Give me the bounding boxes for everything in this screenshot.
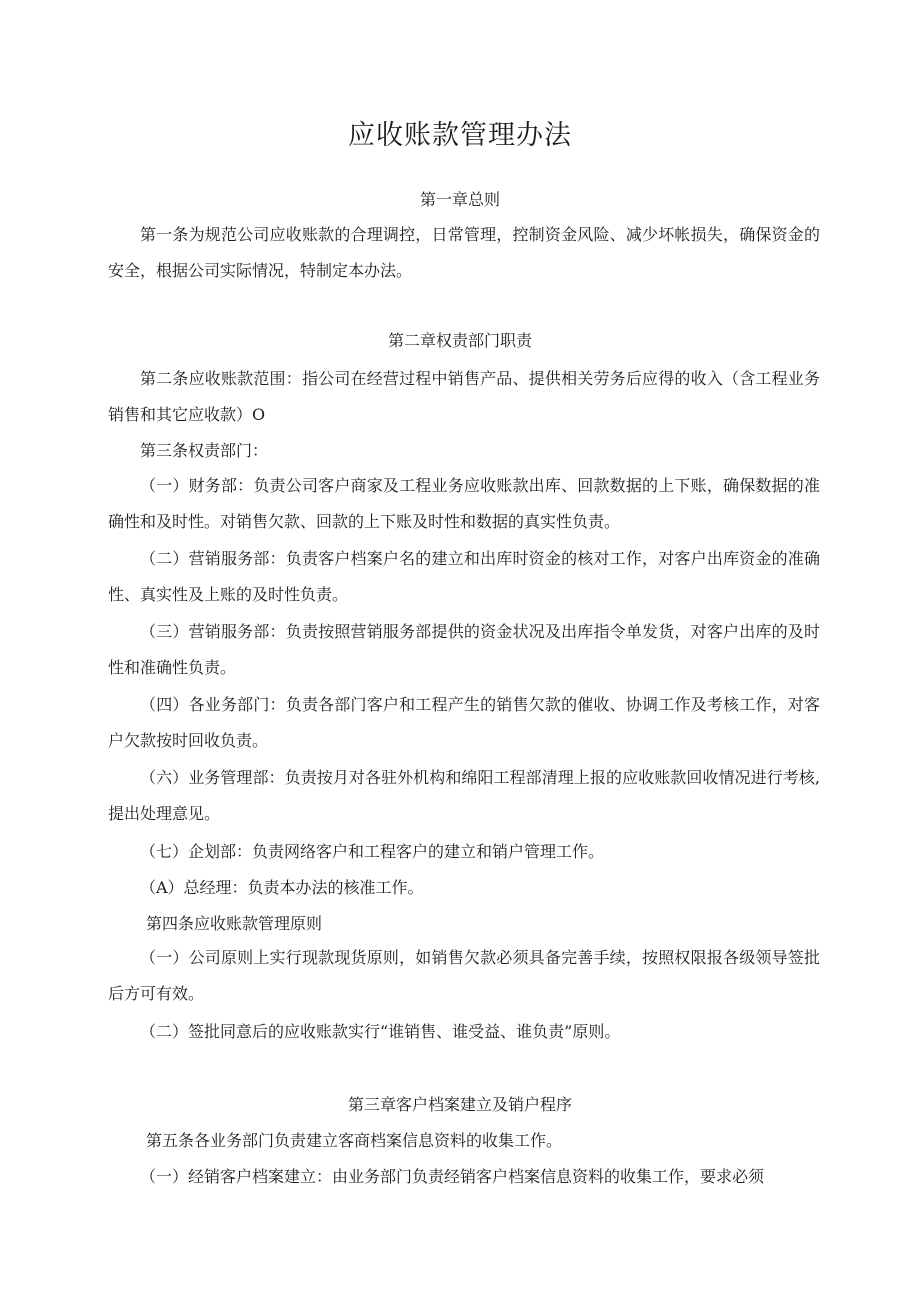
- article-3-item-1: （一）财务部：负责公司客户商家及工程业务应收账款出库、回款数据的上下账，确保数据的准确性和及时性。对销售欠款、回款的上下账及时性和数据的真实性负责。: [108, 476, 820, 531]
- article-4-principle-1: （一）公司原则上实行现款现货原则，如销售欠款必须具备完善手续，按照权限报各级领导签批后方可有效。: [108, 948, 820, 1003]
- article-4: 第四条应收账款管理原则: [146, 914, 323, 933]
- article-5-item-1: （一）经销客户档案建立：由业务部门负责经销客户档案信息资料的收集工作，要求必须: [140, 1167, 765, 1186]
- article-3-item-2: （二）营销服务部：负责客户档案户名的建立和出库时资金的核对工作，对客户出库资金的准确性、真实性及上账的及时性负责。: [108, 549, 820, 604]
- chapter-2-heading: 第二章权责部门职责: [387, 331, 532, 350]
- article-1: 第一条为规范公司应收账款的合理调控，日常管理，控制资金风险、减少坏帐损失，确保资金的安全，根据公司实际情况，特制定本办法。: [108, 225, 820, 280]
- article-3: 第三条权责部门：: [140, 441, 269, 460]
- article-3-item-6: （六）业务管理部：负责按月对各驻外机构和绵阳工程部清理上报的应收账款回收情况进行考核,提出处理意见。: [108, 768, 820, 823]
- article-4-principle-2: （二）签批同意后的应收账款实行“谁销售、谁受益、谁负责”原则。: [140, 1022, 621, 1041]
- article-2: 第二条应收账款范围：指公司在经营过程中销售产品、提供相关劳务后应得的收入（含工程业务销售和其它应收款）O: [108, 369, 820, 424]
- article-3-item-3: （三）营销服务部：负责按照营销服务部提供的资金状况及出库指令单发货，对客户出库的及时性和准确性负责。: [108, 622, 820, 677]
- article-3-item-7: （七）企划部：负责网络客户和工程客户的建立和销户管理工作。: [140, 842, 605, 861]
- chapter-1-heading: 第一章总则: [419, 190, 500, 209]
- document-title: 应收账款管理办法: [348, 120, 572, 151]
- article-5: 第五条各业务部门负责建立客商档案信息资料的收集工作。: [146, 1131, 563, 1150]
- article-3-item-8: （A）总经理：负责本办法的核准工作。: [140, 878, 424, 897]
- chapter-3-heading: 第三章客户档案建立及销户程序: [347, 1095, 572, 1114]
- article-3-item-4: （四）各业务部门：负责各部门客户和工程产生的销售欠款的催收、协调工作及考核工作，对客户欠款按时回收负责。: [108, 695, 820, 750]
